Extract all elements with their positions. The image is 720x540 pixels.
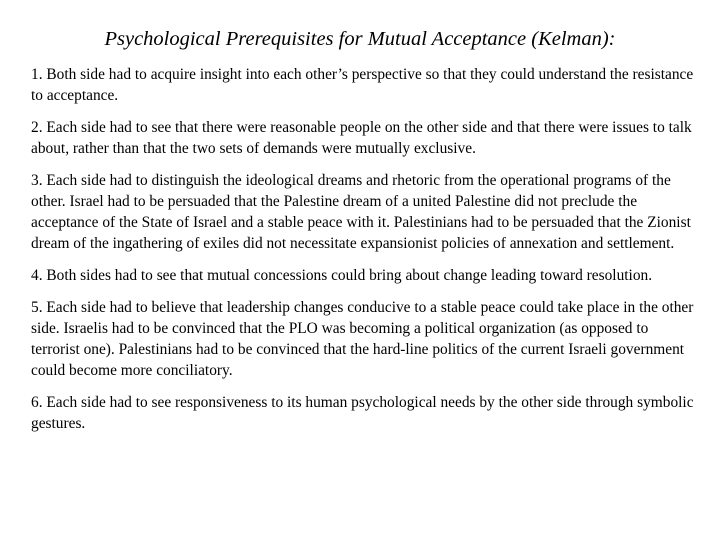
- list-item: 2. Each side had to see that there were reasonable people on the other side and that there were issues to talk about, rather than that the two sets of demands were mutually exclusive.: [31, 119, 692, 157]
- list-item: 6. Each side had to see responsiveness to its human psychological needs by the other side through symbolic gestures.: [31, 394, 694, 432]
- list-item: 5. Each side had to believe that leadership changes conducive to a stable peace could take place in the other side. Israelis had to be convinced that the PLO was becoming a political organization (as opposed to terrorist one). Palestinians had to be convinced that the hard-line politics of the current Israeli government could become more conciliatory.: [31, 299, 694, 379]
- list-item: 3. Each side had to distinguish the ideological dreams and rhetoric from the operational programs of the other. Israel had to be persuaded that the Palestine dream of a united Palestine did not preclude the acceptance of the State of Israel and a stable peace with it. Palestinians had to be persuaded that the Zionist dream of the ingathering of exiles did not necessitate expansionist policies of annexation and settlement.: [31, 172, 691, 252]
- slide-title: Psychological Prerequisites for Mutual Acceptance (Kelman):: [104, 28, 616, 50]
- list-item: 4. Both sides had to see that mutual concessions could bring about change leading toward resolution.: [31, 267, 653, 284]
- prerequisite-list: [31, 64, 699, 445]
- list-item: 1. Both side had to acquire insight into each other’s perspective so that they could understand the resistance to acceptance.: [31, 66, 694, 104]
